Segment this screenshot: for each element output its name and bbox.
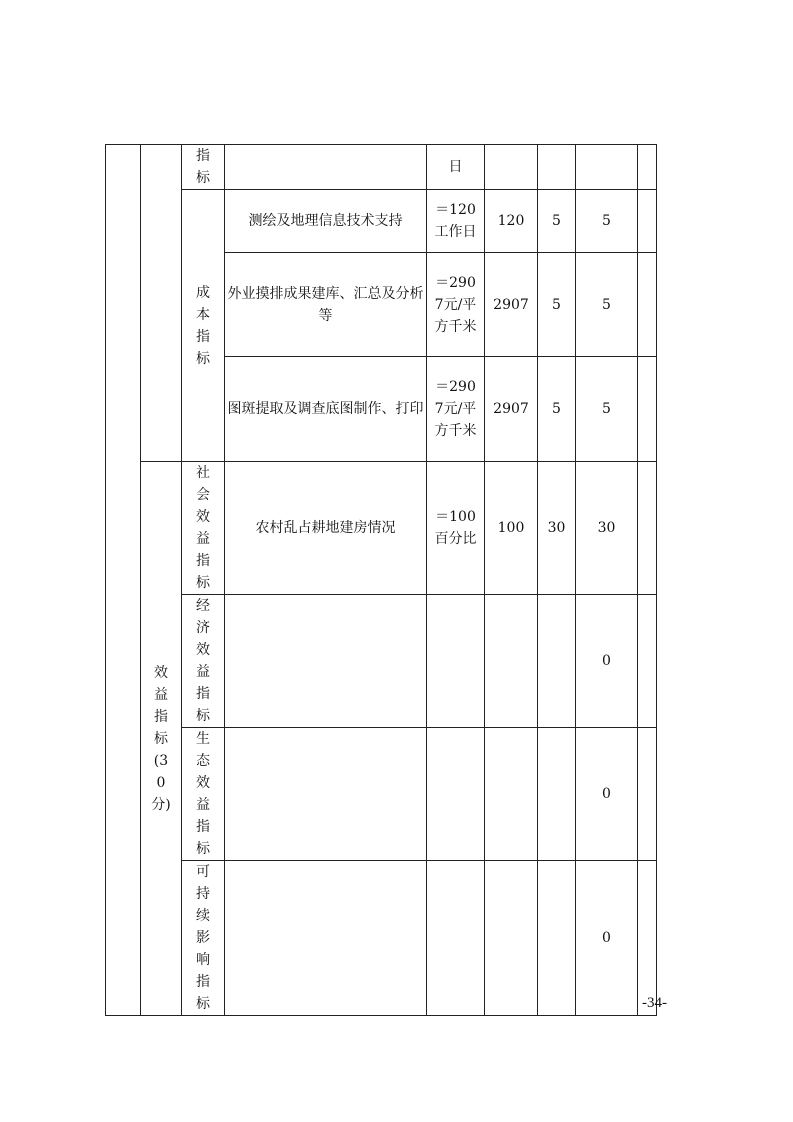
- indicator-name-cell: 外业摸排成果建库、汇总及分析等: [225, 253, 427, 357]
- page-number: -34-: [642, 995, 667, 1011]
- level1-indicator-cell: [106, 145, 141, 1016]
- actual-value-cell: 2907: [485, 253, 538, 357]
- target-value-cell: [427, 728, 485, 861]
- remarks-cell: [638, 145, 657, 190]
- level2-indicator-cell: [141, 145, 182, 462]
- remarks-cell: [638, 595, 657, 728]
- weight-cell: 5: [538, 190, 576, 253]
- weight-cell: [538, 145, 576, 190]
- score-cell: 0: [576, 595, 638, 728]
- remarks-cell: [638, 253, 657, 357]
- level3-indicator-cell: 可持续影响指标: [182, 861, 225, 1016]
- indicator-name-cell: 图斑提取及调查底图制作、打印: [225, 357, 427, 462]
- remarks-cell: [638, 462, 657, 595]
- actual-value-cell: 120: [485, 190, 538, 253]
- target-value-cell: ＝120工作日: [427, 190, 485, 253]
- indicator-name-cell: [225, 595, 427, 728]
- score-cell: 5: [576, 357, 638, 462]
- target-value-cell: ＝2907元/平方千米: [427, 253, 485, 357]
- score-cell: [576, 145, 638, 190]
- indicator-name-cell: [225, 145, 427, 190]
- actual-value-cell: [485, 145, 538, 190]
- remarks-cell: [638, 357, 657, 462]
- indicator-name-cell: [225, 728, 427, 861]
- table-row: [106, 595, 657, 728]
- level3-indicator-cell: 成本指标: [182, 190, 225, 462]
- table-row: [106, 861, 657, 1016]
- indicator-name-cell: 测绘及地理信息技术支持: [225, 190, 427, 253]
- table-row: [106, 728, 657, 861]
- weight-cell: [538, 595, 576, 728]
- weight-cell: 5: [538, 253, 576, 357]
- remarks-cell: [638, 190, 657, 253]
- actual-value-cell: 2907: [485, 357, 538, 462]
- weight-cell: 5: [538, 357, 576, 462]
- weight-cell: [538, 861, 576, 1016]
- level3-indicator-cell: 生态效益指标: [182, 728, 225, 861]
- score-cell: 30: [576, 462, 638, 595]
- target-value-cell: ＝2907元/平方千米: [427, 357, 485, 462]
- performance-indicator-table: [105, 144, 657, 1016]
- weight-cell: [538, 728, 576, 861]
- actual-value-cell: [485, 728, 538, 861]
- level3-indicator-cell: 指标: [182, 145, 225, 190]
- table-row: [106, 190, 657, 253]
- target-value-cell: [427, 861, 485, 1016]
- weight-cell: 30: [538, 462, 576, 595]
- score-cell: 5: [576, 253, 638, 357]
- score-cell: 0: [576, 861, 638, 1016]
- actual-value-cell: [485, 595, 538, 728]
- actual-value-cell: 100: [485, 462, 538, 595]
- indicator-name-cell: 农村乱占耕地建房情况: [225, 462, 427, 595]
- actual-value-cell: [485, 861, 538, 1016]
- remarks-cell: [638, 861, 657, 1016]
- remarks-cell: [638, 728, 657, 861]
- level2-indicator-cell: 效益指标(30分): [141, 462, 182, 1016]
- target-value-cell: [427, 595, 485, 728]
- target-value-cell: 日: [427, 145, 485, 190]
- level3-indicator-cell: 经济效益指标: [182, 595, 225, 728]
- level3-indicator-cell: 社会效益指标: [182, 462, 225, 595]
- score-cell: 0: [576, 728, 638, 861]
- table-row: [106, 462, 657, 595]
- table-row: [106, 145, 657, 190]
- score-cell: 5: [576, 190, 638, 253]
- target-value-cell: ＝100百分比: [427, 462, 485, 595]
- indicator-name-cell: [225, 861, 427, 1016]
